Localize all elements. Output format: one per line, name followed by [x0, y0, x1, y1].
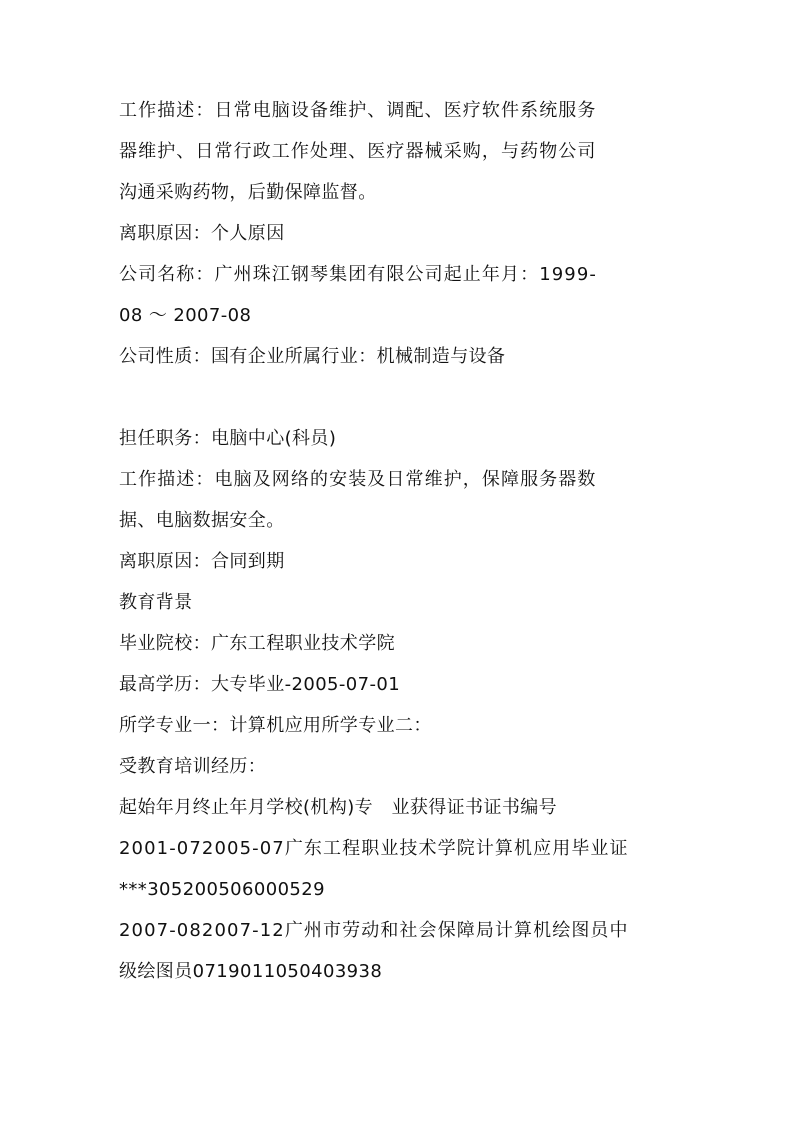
- text-line-work-description-3: 沟通采购药物，后勤保障监督。: [119, 182, 377, 203]
- text-line-training-row-2: 2007-082007-12广州市劳动和社会保障局计算机绘图员中: [119, 920, 629, 941]
- text-line-leave-reason-2: 离职原因：合同到期: [119, 551, 285, 572]
- text-line-major: 所学专业一：计算机应用所学专业二：: [119, 715, 432, 736]
- text-line-work-description-2: 器维护、日常行政工作处理、医疗器械采购，与药物公司: [119, 141, 597, 162]
- text-line-training-row-1: 2001-072005-07广东工程职业技术学院计算机应用毕业证: [119, 838, 629, 859]
- text-line-period: 08 ～ 2007-08: [119, 305, 252, 326]
- text-line-training-row-1-number: ***305200506000529: [119, 879, 325, 900]
- blank-line: [119, 383, 679, 412]
- text-line-work-description-1: 工作描述：日常电脑设备维护、调配、医疗软件系统服务: [119, 100, 597, 121]
- text-line-leave-reason-1: 离职原因：个人原因: [119, 223, 285, 244]
- text-line-degree: 最高学历：大专毕业-2005-07-01: [119, 674, 401, 695]
- text-line-company-name: 公司名称：广州珠江钢琴集团有限公司起止年月：1999-: [119, 264, 598, 285]
- text-line-company-type: 公司性质：国有企业所属行业：机械制造与设备: [119, 346, 506, 367]
- text-line-training-heading: 受教育培训经历：: [119, 756, 267, 777]
- text-line-work-description-4: 工作描述：电脑及网络的安装及日常维护，保障服务器数: [119, 469, 597, 490]
- text-line-training-row-2-number: 级绘图员0719011050403938: [119, 961, 383, 982]
- text-line-work-description-5: 据、电脑数据安全。: [119, 510, 285, 531]
- text-line-school: 毕业院校：广东工程职业技术学院: [119, 633, 395, 654]
- text-line-position: 担任职务：电脑中心(科员): [119, 428, 337, 449]
- text-line-training-columns: 起始年月终止年月学校(机构)专 业获得证书证书编号: [119, 797, 558, 818]
- section-heading-education: 教育背景: [119, 592, 193, 613]
- document-page: [119, 96, 679, 998]
